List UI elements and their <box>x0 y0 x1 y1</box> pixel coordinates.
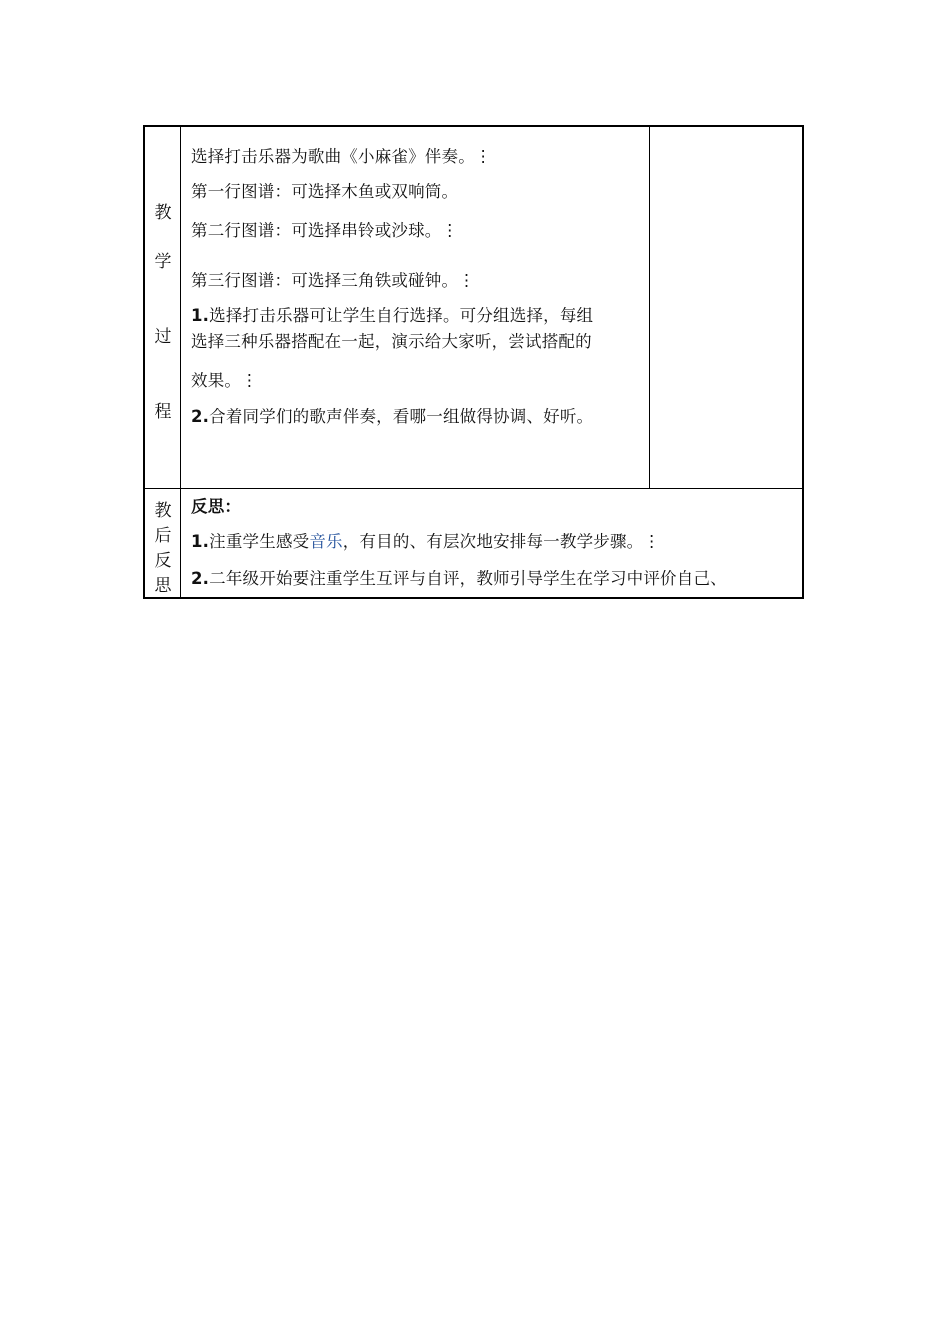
lesson-plan-table <box>143 125 804 599</box>
item-text: 合着同学们的歌声伴奏，看哪一组做得协调、好听。 <box>209 407 594 426</box>
row-divider <box>145 488 802 489</box>
reflection-label-char: 教 <box>154 501 172 521</box>
item-number: 1. <box>191 306 210 325</box>
process-item-1-cont: 效果。⋮ <box>191 371 258 390</box>
item-number: 2. <box>191 407 210 426</box>
reflection-label-char: 反 <box>154 551 172 571</box>
process-item-2 <box>191 403 593 427</box>
process-label-char: 程 <box>154 402 172 422</box>
item-number: 1. <box>191 532 210 551</box>
item-text: 二年级开始要注重学生互评与自评，教师引导学生在学习中评价自己、 <box>209 569 727 588</box>
music-link[interactable]: 音乐 <box>309 532 343 551</box>
process-line: 第二行图谱：可选择串铃或沙球。⋮ <box>191 221 459 240</box>
process-label-char: 教 <box>154 203 172 223</box>
reflection-label-char: 思 <box>154 576 172 596</box>
process-line: 第三行图谱：可选择三角铁或碰钟。⋮ <box>191 271 475 290</box>
process-item-1 <box>191 302 593 326</box>
process-label-char: 过 <box>154 327 172 347</box>
reflection-label-char: 后 <box>154 526 172 546</box>
item-number: 2. <box>191 569 210 588</box>
item-text: 选择打击乐器可让学生自行选择。可分组选择，每组 <box>209 306 594 325</box>
reflection-heading: 反思： <box>191 497 242 516</box>
notes-column-divider <box>649 127 650 488</box>
process-label-char: 学 <box>154 252 172 272</box>
process-line: 选择打击乐器为歌曲《小麻雀》伴奏。⋮ <box>191 147 492 166</box>
process-item-1-cont: 选择三种乐器搭配在一起，演示给大家听，尝试搭配的 <box>191 332 592 351</box>
reflection-item-1 <box>191 528 660 552</box>
item-text: ，有目的、有层次地安排每一教学步骤。⋮ <box>342 532 661 551</box>
reflection-item-2 <box>191 565 727 589</box>
item-text: 注重学生感受 <box>209 532 310 551</box>
process-line: 第一行图谱：可选择木鱼或双响筒。 <box>191 182 459 201</box>
